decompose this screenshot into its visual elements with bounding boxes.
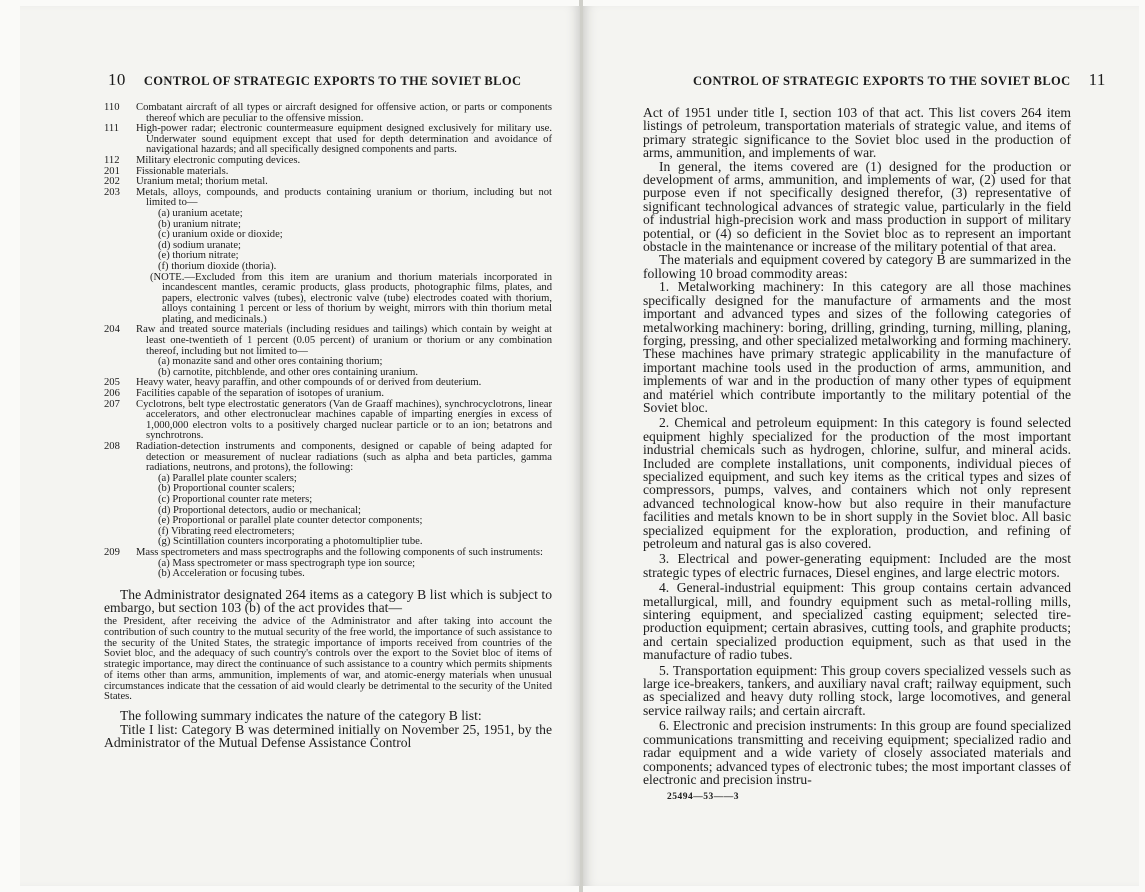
left-page-header (108, 70, 521, 90)
sub-item: (f) thorium dioxide (thoria). (158, 260, 277, 272)
paragraph: In general, the items covered are (1) designed for the production or development of arms, ammunition, and implements of war, (2) used for that purpose even if not specifically designed therefor, (3) representative of significant technological advances of strategic value, particularly in the field of industrial high-precision work and mass production in support of military potential, or (4) so deficient in the Soviet bloc as to represent an important obstacle in the maintenance or increase of the military potential of that area. (643, 158, 1071, 255)
list-item: 208 Radiation-detection instruments and components, designed or capable of being adapted for detection or measurement of nuclear radiations (such as alpha and beta particles, gamma radiations, neutrons, and protons), the following: (104, 441, 552, 474)
left-page (20, 6, 580, 886)
right-page (583, 6, 1139, 886)
list-item: 204 Raw and treated source materials (including residues and tailings) which contain by weight at least one-twentieth of 1 percent (0.05 percent) of uranium or thorium or any combination thereof, including but not limited to— (104, 324, 552, 357)
paragraph: 1. Metalworking machinery: In this category are all those machines specifically designed for the manufacture of armaments and the most important and advanced types and sizes of the following categories of metalworking machinery: boring, drilling, grinding, turning, milling, planing, forging, pressing, and other specialized metalworking and forming machinery. These machines have primary strategic applicability in the manufacture of important machine tools used in the production of arms, ammunition, and implements of war and in the production of many other types of equipment and matériel which contribute importantly to the military potential of the Soviet bloc. (643, 279, 1071, 415)
paragraph: 5. Transportation equipment: This group covers specialized vessels such as large ice-breakers, tankers, and auxiliary naval craft; railway equipment, such as specialized and heavy duty rolling stock, large locomotives, and general service railway rails; and certain aircraft. (643, 662, 1071, 718)
list-item: 203 Metals, alloys, compounds, and products containing uranium or thorium, including but not limited to— (104, 186, 552, 209)
paragraph: 2. Chemical and petroleum equipment: In this category is found selected equipment highly specialized for the production of the most important industrial chemicals such as hydrogen, chlorine, sulfur, and mineral acids. Included are complete installations, unit components, individual pieces of specialized equipment, and such key items as the critical types and sizes of compressors, pumps, valves, and containers which not only represent advanced technological know-how but also require in their manufacture facilities and metals known to be in short supply in the Soviet bloc. All basic specialized equipment for the exploration, production, and refining of petroleum and natural gas is also covered. (643, 415, 1071, 551)
list-item: 206 Facilities capable of the separation of isotopes of uranium. (104, 388, 384, 400)
sub-item: (a) monazite sand and other ores containing thorium; (158, 356, 383, 368)
paragraph: 3. Electrical and power-generating equipment: Included are the most strategic types of electric furnaces, Diesel engines, and large electric motors. (643, 551, 1071, 580)
list-item: 209 Mass spectrometers and mass spectrographs and the following components of such instruments: (104, 546, 543, 558)
sub-item: (a) uranium acetate; (158, 207, 243, 219)
sub-item: (a) Parallel plate counter scalers; (158, 472, 297, 484)
printer-code: 25494—53——3 (667, 792, 739, 803)
sub-item: (c) Proportional counter rate meters; (158, 493, 313, 505)
block-quote: the President, after receiving the advice of the Administrator and after taking into account the contribution of such country to the mutual security of the free world, the importance of such assistance to the security of the United States, the strategic importance of imports received from countries of the Soviet bloc, and the adequacy of such country's controls over the export to the Soviet bloc of items of strategic importance, may direct the continuance of such assistance to a country which permits shipments of items other than arms, ammunition, implements of war, and atomic-energy materials when unusual circumstances indicate that the cessation of aid would clearly be detrimental to the security of the United States. (104, 615, 552, 703)
sub-item: (a) Mass spectrometer or mass spectrograph type ion source; (158, 557, 416, 569)
paragraph-administrator: The Administrator designated 264 items as a category B list which is subject to embargo, but section 103 (b) of the act provides that— (104, 586, 552, 616)
list-item: 201 Fissionable materials. (104, 165, 229, 177)
paragraph: 4. General-industrial equipment: This group contains certain advanced metallurgical, mill, and foundry equipment such as metal-rolling mills, sintering equipment, and specialized casting equipment; selected tire-production equipment; certain abrasives, cutting tools, and graphite products; and certain specialized production equipment, such as that used in the manufacture of radio tubes. (643, 580, 1071, 663)
sub-item: (b) Proportional counter scalers; (158, 483, 295, 495)
list-item: 110 Combatant aircraft of all types or aircraft designed for offensive action, or parts or components thereof which are peculiar to the offensive mission. (104, 102, 552, 124)
right-page-header (693, 70, 1106, 90)
list-item: 112 Military electronic computing devices. (104, 154, 301, 166)
sub-item: (e) thorium nitrate; (158, 250, 239, 262)
sub-item: (e) Proportional or parallel plate counter detector components; (158, 515, 423, 527)
sub-item: (b) Acceleration or focusing tubes. (158, 568, 305, 580)
sub-item: (b) carnotite, pitchblende, and other ores containing uranium. (158, 366, 419, 378)
sub-item: (b) uranium nitrate; (158, 218, 241, 230)
paragraph: 6. Electronic and precision instruments: In this group are found specialized communications transmitting and receiving equipment; specialized radio and radar equipment and a wide variety of closely associated materials and components; advanced types of electronic tubes; the most important classes of electronic and precision instru- (643, 718, 1071, 787)
running-head: CONTROL OF STRATEGIC EXPORTS TO THE SOVIET BLOC (143, 74, 522, 88)
running-head: CONTROL OF STRATEGIC EXPORTS TO THE SOVIET BLOC (693, 74, 1071, 88)
list-item: 205 Heavy water, heavy paraffin, and other compounds of or derived from deuterium. (104, 377, 482, 389)
paragraph: The materials and equipment covered by category B are summarized in the following 10 broad commodity areas: (643, 252, 1071, 281)
item-list (104, 103, 552, 580)
list-item: 202 Uranium metal; thorium metal. (104, 176, 268, 188)
left-page-content (104, 103, 552, 750)
sub-item: (d) Proportional detectors, audio or mechanical; (158, 504, 361, 516)
paragraph-title-one: Title I list: Category B was determined initially on November 25, 1951, by the Administrator of the Mutual Defense Assistance Control (104, 721, 552, 751)
page-number: 11 (1088, 70, 1106, 89)
note: (NOTE.—Excluded from this item are uranium and thorium materials incorporated in incandescent mantles, ceramic products, glass products, photographic films, plates, and papers, electronic valves (tubes), electronic valve (tube) electrodes coated with thorium, alloys containing 1 percent or less of thorium by weight, mirrors with thin thorium metal plating, and medicinals.) (150, 271, 552, 325)
sub-item: (c) uranium oxide or dioxide; (158, 229, 283, 241)
right-page-content (643, 106, 1071, 802)
list-item: 111 High-power radar; electronic countermeasure equipment designed exclusively for military use. Underwater sound equipment except that used for depth determination and avoidance of navigational hazards; and all specifically designed components and parts. (104, 123, 552, 156)
sub-item: (g) Scintillation counters incorporating a photomultiplier tube. (158, 536, 423, 548)
paragraph: Act of 1951 under title I, section 103 of that act. This list covers 264 item listings of petroleum, transportation materials of strategic value, and items of primary strategic significance to the Soviet bloc used in the production of arms, ammunition, and implements of war. (643, 105, 1071, 161)
paragraph-summary: The following summary indicates the nature of the category B list: (120, 708, 482, 724)
sub-item: (f) Vibrating reed electrometers; (158, 525, 295, 537)
page-number: 10 (108, 70, 126, 89)
list-item: 207 Cyclotrons, belt type electrostatic generators (Van de Graaff machines), synchrocyclotrons, linear accelerators, and other electronuclear machines capable of imparting energies in excess of 1,000,000 electron volts to a positively charged nuclear particle or to an ion; betatrons and synchrotrons. (104, 398, 552, 442)
sub-item: (d) sodium uranate; (158, 239, 241, 251)
